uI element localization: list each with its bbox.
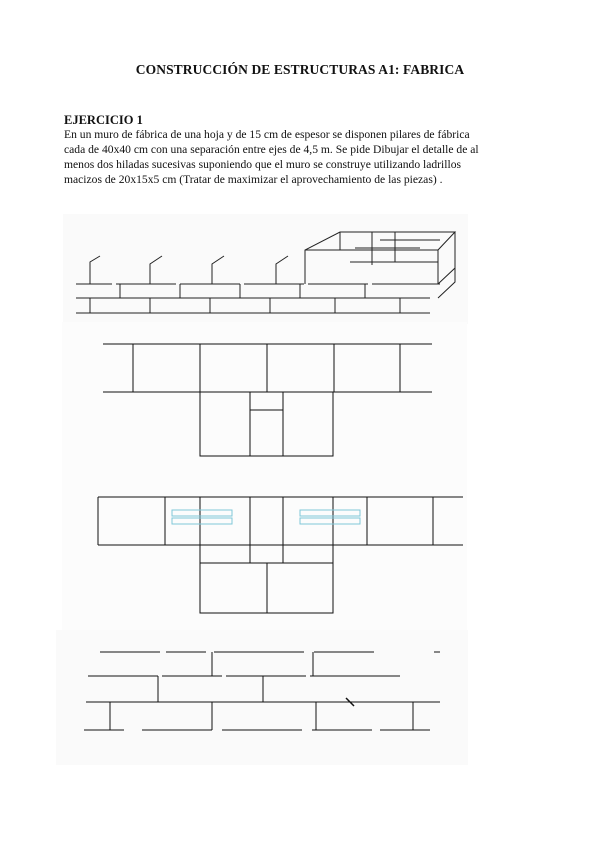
exercise-heading: EJERCICIO 1	[64, 113, 143, 127]
statement-line: macizos de 20x15x5 cm (Tratar de maximizar el aprovechamiento de las piezas) .	[64, 173, 443, 186]
plan-course-1	[62, 322, 467, 482]
statement-line: menos dos hiladas sucesivas suponiendo que el muro se construye utilizando ladrillos	[64, 158, 462, 171]
wall-elevation-sketch	[56, 630, 468, 765]
statement-line: En un muro de fábrica de una hoja y de 15 cm de espesor se disponen pilares de fábrica	[64, 128, 470, 141]
wall-perspective-sketch	[63, 214, 468, 324]
plan-course-2	[62, 480, 467, 630]
document-title: CONSTRUCCIÓN DE ESTRUCTURAS A1: FABRICA	[135, 62, 465, 77]
statement-line: cada de 40x40 cm con una separación entre ejes de 4,5 m. Se pide Dibujar el detalle de al	[64, 143, 479, 156]
